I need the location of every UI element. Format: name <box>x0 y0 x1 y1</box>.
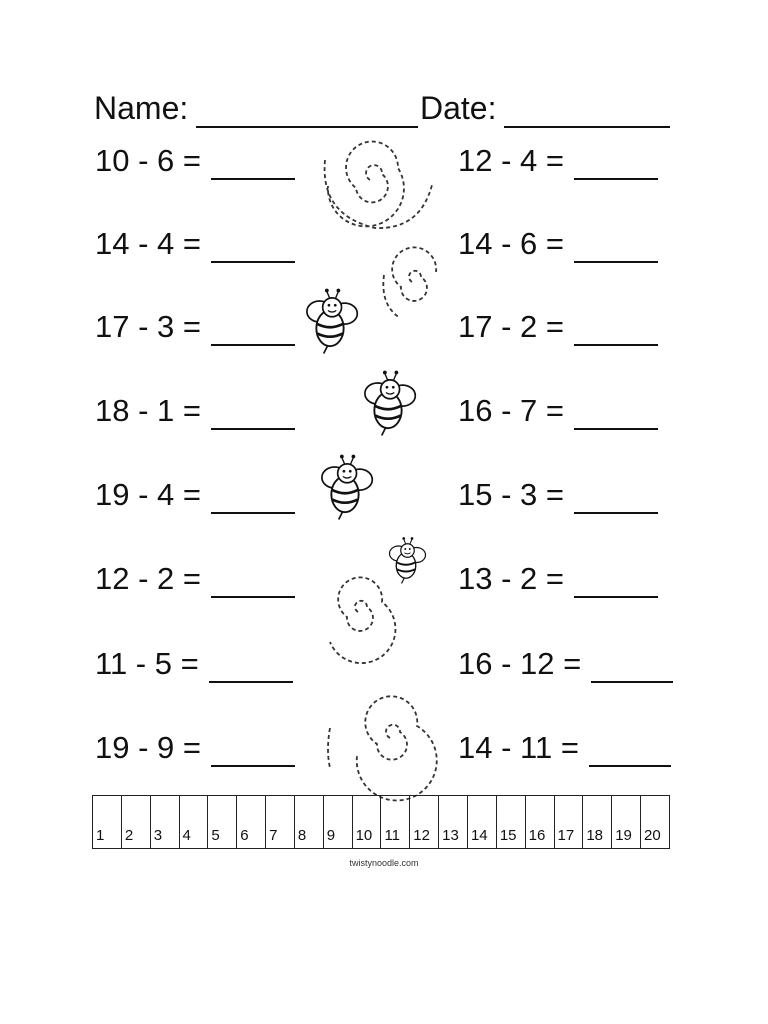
number-line-cell: 16 <box>525 796 554 848</box>
problem-right-2: 14 - 6 = <box>458 225 658 263</box>
spiral-icon <box>330 577 395 663</box>
number-line-cell: 15 <box>496 796 525 848</box>
problem-right-7: 16 - 12 = <box>458 645 673 683</box>
problem-left-3: 17 - 3 = <box>95 308 295 346</box>
number-line-cell: 6 <box>236 796 265 848</box>
date-label: Date: <box>420 90 497 126</box>
bee-icon <box>390 537 426 583</box>
problem-right-3: 17 - 2 = <box>458 308 658 346</box>
problem-left-1: 10 - 6 = <box>95 142 295 180</box>
number-line-cell: 3 <box>150 796 179 848</box>
problem-left-6: 12 - 2 = <box>95 560 295 598</box>
number-line-cell: 17 <box>554 796 583 848</box>
number-line-cell: 1 <box>96 827 105 844</box>
number-line-cell: 7 <box>265 796 294 848</box>
number-line-cell: 13 <box>438 796 467 848</box>
number-line-cell: 10 <box>352 796 381 848</box>
number-line-cell: 18 <box>582 796 611 848</box>
number-line-cell: 12 <box>409 796 438 848</box>
problem-left-8: 19 - 9 = <box>95 729 295 767</box>
number-line-cell: 9 <box>323 796 352 848</box>
number-line-cell: 19 <box>611 796 640 848</box>
problem-left-7: 11 - 5 = <box>95 645 293 683</box>
problem-left-4: 18 - 1 = <box>95 392 295 430</box>
problem-right-6: 13 - 2 = <box>458 560 658 598</box>
bee-icon <box>307 289 357 354</box>
number-line-cell: 14 <box>467 796 496 848</box>
problem-left-5: 19 - 4 = <box>95 476 295 514</box>
spiral-icon <box>328 696 437 800</box>
number-line-cell: 5 <box>207 796 236 848</box>
number-line <box>92 795 670 849</box>
problem-right-4: 16 - 7 = <box>458 392 658 430</box>
name-label: Name: <box>94 90 189 126</box>
problem-right-8: 14 - 11 = <box>458 729 671 767</box>
bee-icon <box>322 455 372 520</box>
number-line-cell: 11 <box>380 796 409 848</box>
number-line-cell: 8 <box>294 796 323 848</box>
number-line-cell: 20 <box>640 796 669 848</box>
problem-right-5: 15 - 3 = <box>458 476 658 514</box>
spiral-icon <box>383 247 436 318</box>
spiral-icon <box>325 142 432 229</box>
credit-text: twistynoodle.com <box>349 858 419 868</box>
number-line-cell: 2 <box>121 796 150 848</box>
problem-left-2: 14 - 4 = <box>95 225 295 263</box>
problem-right-1: 12 - 4 = <box>458 142 658 180</box>
bee-icon <box>365 371 415 436</box>
number-line-cell: 4 <box>179 796 208 848</box>
